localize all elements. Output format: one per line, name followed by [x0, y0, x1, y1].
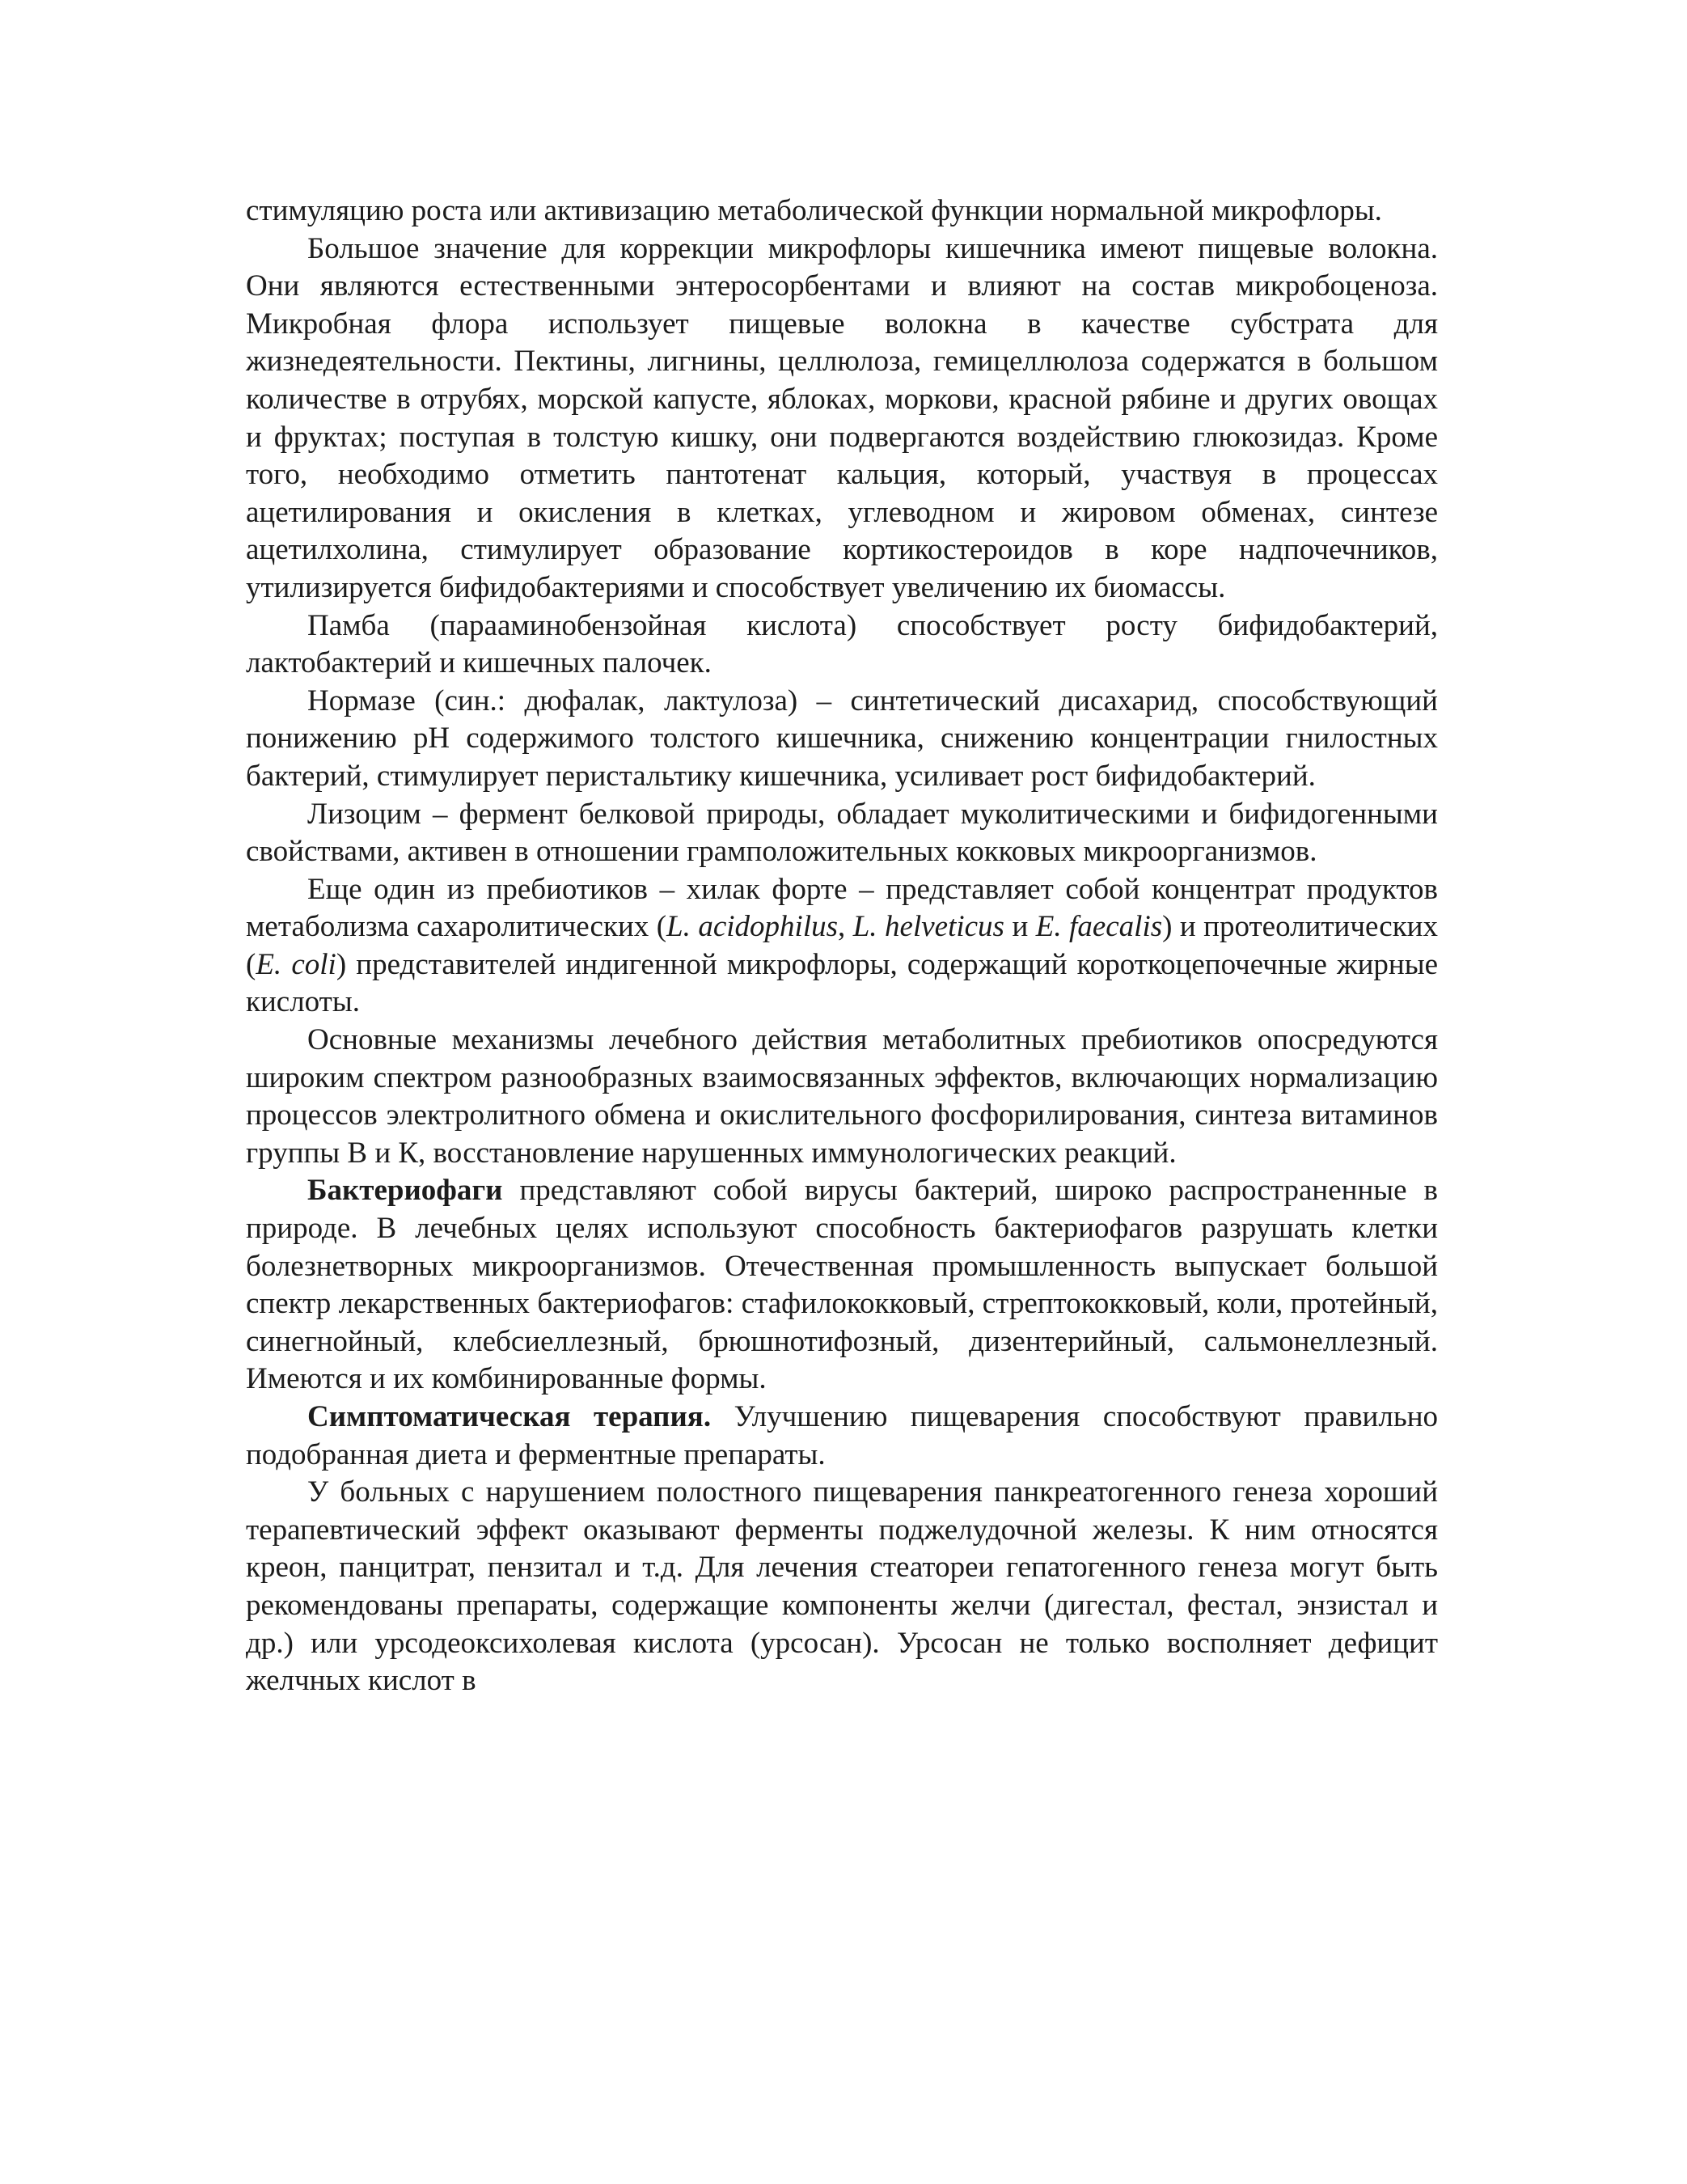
species-escherichia-coli: E. coli: [256, 947, 336, 981]
species-enterococcus-faecalis: E. faecalis: [1035, 910, 1163, 944]
paragraph-6-text-b: ,: [838, 910, 853, 944]
species-lactobacillus-acidophilus: L. acidophilus: [666, 910, 839, 944]
paragraph-10: У больных с нарушением полостного пищеварения панкреатогенного генеза хороший терапевтический эффект оказывают ферменты поджелудочной железы. К ним относятся креон, панцитрат, пензитал и т.д. Для лечения стеатореи гепатогенного генеза могут быть рекомендованы препараты, содержащие компоненты желчи (дигестал, фестал, энзистал и др.) или урсодеоксихолевая кислота (урсосан). Урсосан не только восполняет дефицит желчных кислот в: [246, 1475, 1438, 1698]
paragraph-9-text: Улучшению пищеварения способствуют правильно подобранная диета и ферментные препараты.: [246, 1400, 1438, 1471]
paragraph-7: Основные механизмы лечебного действия метаболитных пребиотиков опосредуются широким спектром разнообразных взаимосвязанных эффектов, включающих нормализацию процессов электролитного обмена и окислительного фосфорилирования, синтеза витаминов группы В и К, восстановление нарушенных иммунологических реакций.: [246, 1023, 1438, 1170]
paragraph-3: Памба (парааминобензойная кислота) способствует росту бифидобактерий, лактобактерий и кишечных палочек.: [246, 608, 1438, 680]
paragraph-8-text: представляют собой вирусы бактерий, широко распространенные в природе. В лечебных целях используют способность бактериофагов разрушать клетки болезнетворных микроорганизмов. Отечественная промышленность выпускает большой спектр лекарственных бактериофагов: стафилококковый, стрептококковый, коли, протейный, синегнойный, клебсиеллезный, брюшнотифозный, дизентерийный, сальмонеллезный. Имеются и их комбинированные формы.: [246, 1174, 1438, 1396]
species-lactobacillus-helveticus: L. helveticus: [852, 910, 1004, 944]
paragraph-9: [246, 1399, 1438, 1474]
term-symptomatic-therapy: Симптоматическая терапия.: [307, 1400, 712, 1433]
term-bacteriophages: Бактериофаги: [307, 1174, 503, 1208]
paragraph-4: Нормазе (син.: дюфалак, лактулоза) – синтетический дисахарид, способствующий понижению рН содержимого толстого кишечника, снижению концентрации гнилостных бактерий, стимулирует перистальтику кишечника, усиливает рост бифидобактерий.: [246, 684, 1438, 793]
paragraph-6-text-d: ) и протеолитических (: [246, 910, 1438, 981]
paragraph-6-text-e: ) представителей индигенной микрофлоры, содержащий короткоцепочечные жирные кислоты.: [246, 947, 1438, 1019]
paragraph-5: Лизоцим – фермент белковой природы, обладает муколитическими и бифидогенными свойствами, активен в отношении грамположительных кокковых микроорганизмов.: [246, 797, 1438, 869]
paragraph-6-text-a: Еще один из пребиотиков – хилак форте – представляет собой концентрат продуктов метаболизма сахаролитических (: [246, 872, 1438, 944]
paragraph-8: [246, 1172, 1438, 1399]
paragraph-1: стимуляцию роста или активизацию метаболической функции нормальной микрофлоры.: [246, 194, 1382, 227]
paragraph-2: Большое значение для коррекции микрофлоры кишечника имеют пищевые волокна. Они являются естественными энтеросорбентами и влияют на состав микробоценоза. Микробная флора использует пищевые волокна в качестве субстрата для жизнедеятельности. Пектины, лигнины, целлюлоза, гемицеллюлоза содержатся в большом количестве в отрубях, морской капусте, яблоках, моркови, красной рябине и других овощах и фруктах; поступая в толстую кишку, они подвергаются воздействию глюкозидаз. Кроме того, необходимо отметить пантотенат кальция, который, участвуя в процессах ацетилирования и окисления в клетках, углеводном и жировом обменах, синтезе ацетилхолина, стимулирует образование кортикостероидов в коре надпочечников, утилизируется бифидобактериями и способствует увеличению их биомассы.: [246, 231, 1438, 604]
paragraph-6-text-c: и: [1004, 910, 1036, 944]
paragraph-6: [246, 871, 1438, 1022]
document-page: [246, 193, 1438, 1700]
